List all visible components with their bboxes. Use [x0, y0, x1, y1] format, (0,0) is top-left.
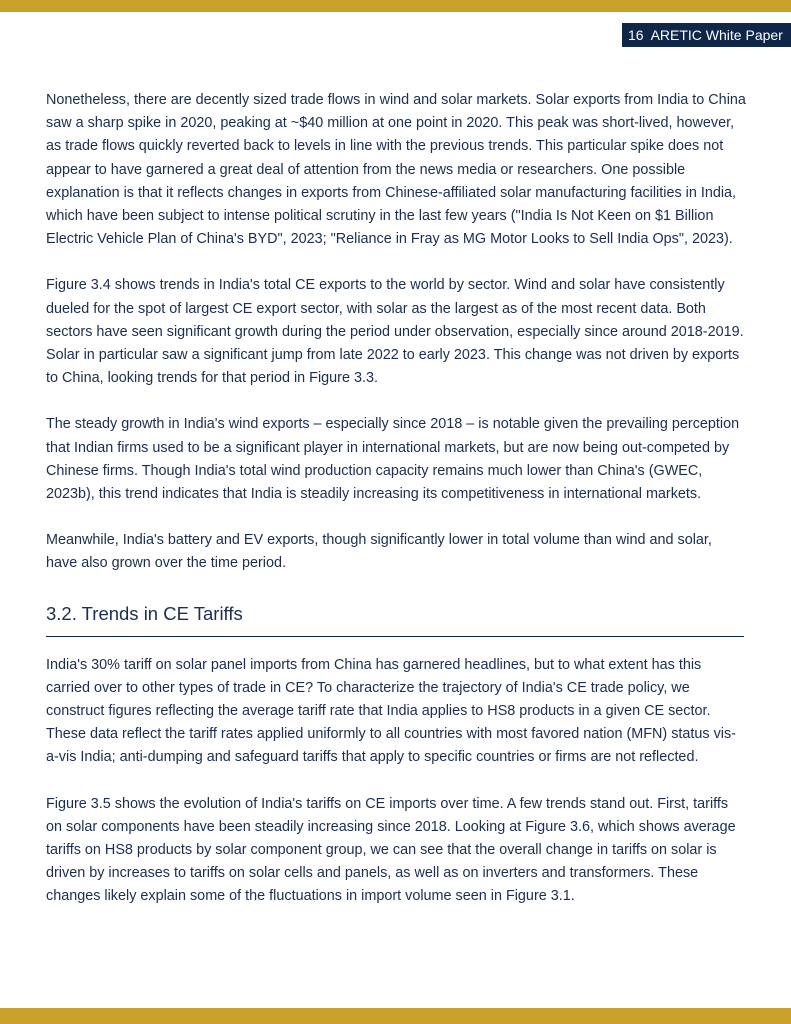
paragraph: Figure 3.5 shows the evolution of India's tariffs on CE imports over time. A few trends stand out. First, tariffs on solar components have been steadily increasing since 2018. Looking at Figure 3.6, which shows average tariffs on HS8 products by solar component group, we can see that the overall change in tariffs on solar is driven by increases to tariffs on solar cells and panels, as well as on inverters and transformers. These changes likely explain some of the fluctuations in import volume seen in Figure 3.1.	[46, 795, 736, 905]
page-header	[622, 23, 791, 47]
page-content	[46, 89, 746, 932]
document-title: ARETIC White Paper	[650, 27, 783, 43]
paragraph: Figure 3.4 shows trends in India's total CE exports to the world by sector. Wind and solar have consistently dueled for the spot of largest CE export sector, with solar as the largest as of the most recent data. Both sectors have seen significant growth during the period under observation, especially since around 2018-2019. Solar in particular saw a significant jump from late 2022 to early 2023. This change was not driven by exports to China, looking trends for that period in Figure 3.3.	[46, 277, 744, 387]
section-divider	[46, 636, 744, 637]
top-accent-bar	[0, 0, 791, 12]
paragraph: India's 30% tariff on solar panel imports from China has garnered headlines, but to what extent has this carried over to other types of trade in CE? To characterize the trajectory of India's CE trade policy, we construct figures reflecting the average tariff rate that India applies to HS8 products in a given CE sector. These data reflect the tariff rates applied uniformly to all countries with most favored nation (MFN) status vis-a-vis India; anti-dumping and safeguard tariffs that apply to specific countries or firms are not reflected.	[46, 656, 736, 766]
paragraph: Nonetheless, there are decently sized trade flows in wind and solar markets. Solar exports from India to China saw a sharp spike in 2020, peaking at ~$40 million at one point in 2020. This peak was short-lived, however, as trade flows quickly reverted back to levels in line with the previous trends. This particular spike does not appear to have garnered a great deal of attention from the news media or researchers. One possible explanation is that it reflects changes in exports from Chinese-affiliated solar manufacturing facilities in India, which have been subject to intense political scrutiny in the last few years ("India Is Not Keen on $1 Billion Electric Vehicle Plan of China's BYD", 2023; "Reliance in Fray as MG Motor Looks to Sell India Ops", 2023).	[46, 92, 746, 248]
section-heading: 3.2. Trends in CE Tariffs	[46, 602, 243, 624]
page-number: 16	[628, 27, 644, 43]
paragraph: The steady growth in India's wind exports – especially since 2018 – is notable given the prevailing perception that Indian firms used to be a significant player in international markets, but are now being out-competed by Chinese firms. Though India's total wind production capacity remains much lower than China's (GWEC, 2023b), this trend indicates that India is steadily increasing its competitiveness in international markets.	[46, 416, 740, 503]
bottom-accent-bar	[0, 1008, 791, 1024]
paragraph: Meanwhile, India's battery and EV exports, though significantly lower in total volume than wind and solar, have also grown over the time period.	[46, 532, 712, 572]
